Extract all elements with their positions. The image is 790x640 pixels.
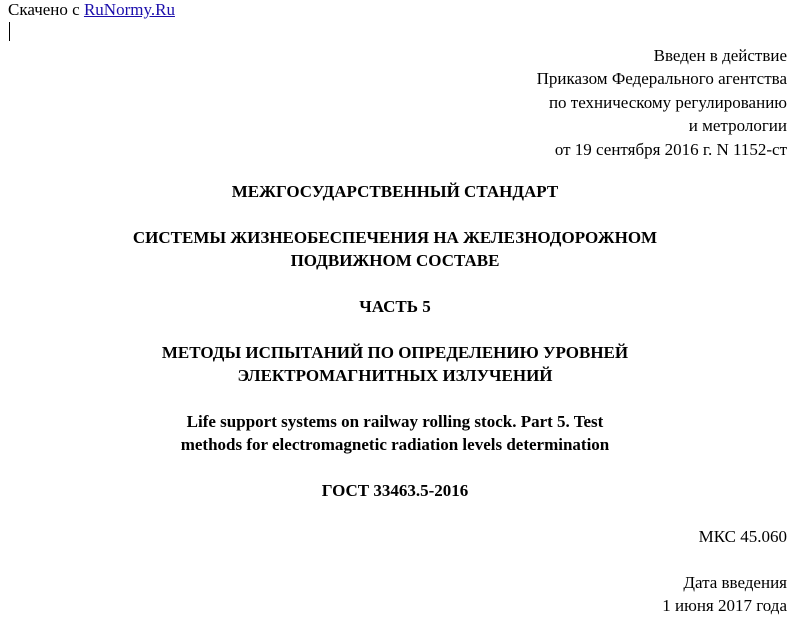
title-en-line: Life support systems on railway rolling stock. Part 5. Test bbox=[186, 412, 604, 431]
effective-date-value: 1 июня 2017 года bbox=[662, 596, 787, 616]
source-link[interactable]: RuNormy.Ru bbox=[83, 0, 175, 19]
effective-date-label: Дата введения bbox=[683, 573, 787, 592]
standard-code: ГОСТ 33463.5-2016 bbox=[321, 481, 469, 500]
standard-title-ru bbox=[0, 226, 790, 273]
enactment-line: по техническому регулированию bbox=[548, 92, 787, 112]
downloaded-prefix: Скачено с bbox=[8, 0, 80, 19]
part-heading bbox=[0, 295, 790, 318]
title-en-line: methods for electromagnetic radiation levels determination bbox=[180, 435, 610, 455]
standard-title-en bbox=[0, 410, 790, 457]
enactment-line: Введен в действие bbox=[653, 46, 787, 65]
part-label: ЧАСТЬ 5 bbox=[359, 297, 431, 316]
enactment-block bbox=[537, 44, 787, 161]
subtitle-ru-line: ЭЛЕКТРОМАГНИТНЫХ ИЗЛУЧЕНИЙ bbox=[237, 366, 553, 386]
standard-code-heading bbox=[0, 479, 790, 502]
enactment-line: и метрологии bbox=[688, 116, 787, 136]
subtitle-ru-line: МЕТОДЫ ИСПЫТАНИЙ ПО ОПРЕДЕЛЕНИЮ УРОВНЕЙ bbox=[161, 343, 629, 362]
title-ru-line: СИСТЕМЫ ЖИЗНЕОБЕСПЕЧЕНИЯ НА ЖЕЛЕЗНОДОРОЖНОМ bbox=[132, 228, 658, 247]
text-cursor bbox=[9, 22, 10, 41]
mks-code: МКС 45.060 bbox=[698, 527, 787, 546]
classification-block bbox=[699, 525, 787, 548]
effective-date-block bbox=[662, 571, 787, 618]
standard-subtitle-ru bbox=[0, 341, 790, 388]
enactment-line: от 19 сентября 2016 г. N 1152-ст bbox=[554, 139, 787, 159]
enactment-line: Приказом Федерального агентства bbox=[536, 69, 787, 89]
standard-type-heading bbox=[0, 180, 790, 203]
download-source-line bbox=[8, 0, 175, 20]
title-ru-line: ПОДВИЖНОМ СОСТАВЕ bbox=[290, 251, 500, 271]
standard-type: МЕЖГОСУДАРСТВЕННЫЙ СТАНДАРТ bbox=[231, 182, 559, 201]
